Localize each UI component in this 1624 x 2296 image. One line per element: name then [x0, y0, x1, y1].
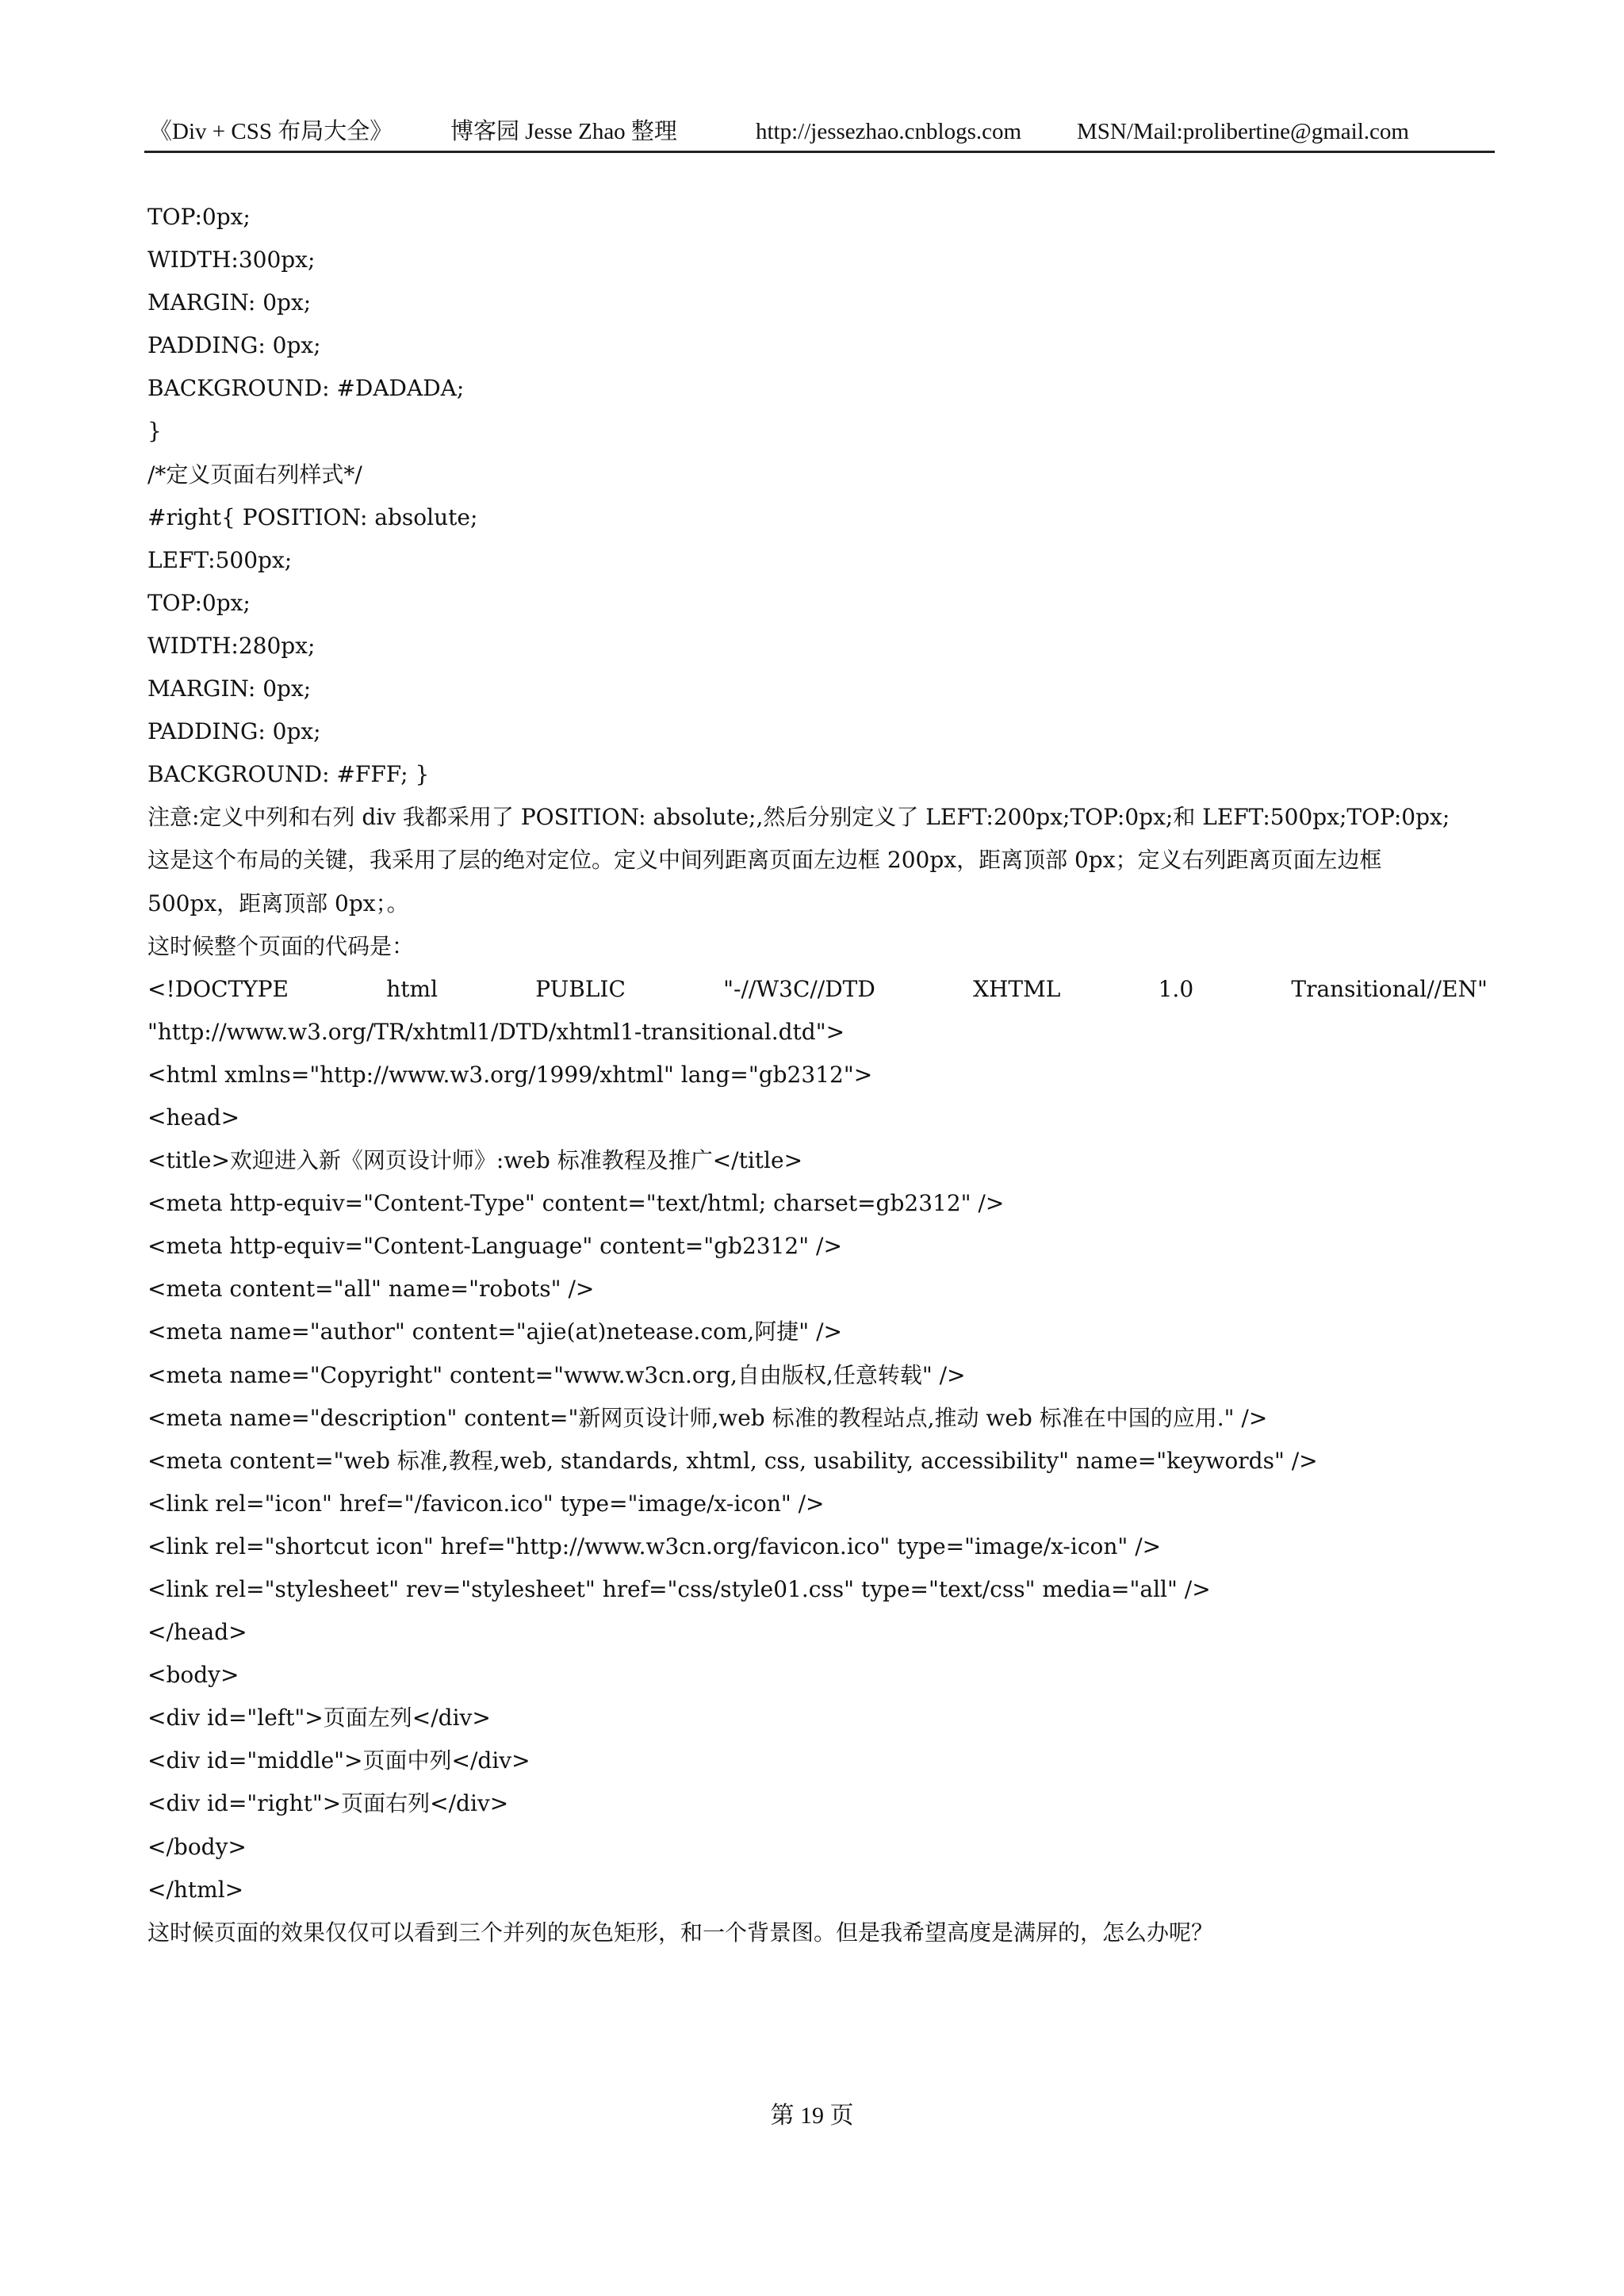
text-line: <link rel="stylesheet" rev="stylesheet" href="css/style01.css" type="text/css" media="all" /> — [147, 1576, 1211, 1602]
text-line: <div id="middle">页面中列</div> — [147, 1747, 530, 1774]
text-line: <div id="right">页面右列</div> — [147, 1790, 509, 1817]
text-line: WIDTH:280px; — [147, 632, 316, 659]
text-line: #right{ POSITION: absolute; — [147, 503, 478, 530]
text-line: <meta content="all" name="robots" /> — [147, 1276, 595, 1303]
text-line: 这是这个布局的关键，我采用了层的绝对定位。定义中间列距离页面左边框 200px，距离顶部 0px；定义右列距离页面左边框 — [147, 847, 1382, 874]
text-line: <body> — [147, 1662, 239, 1689]
text-line: 500px，距离顶部 0px；。 — [147, 890, 409, 916]
text-line: <meta content="web 标准,教程,web, standards, xhtml, css, usability, accessibility" name="keywords" /> — [147, 1447, 1318, 1474]
text-line: <meta name="author" content="ajie(at)netease.com,阿捷" /> — [147, 1318, 842, 1345]
text-line: 这时候整个页面的代码是： — [147, 932, 415, 959]
text-line: 这时候页面的效果仅仅可以看到三个并列的灰色矩形，和一个背景图。但是我希望高度是满屏的，怎么办呢？ — [147, 1919, 1214, 1946]
text-line: 注意:定义中列和右列 div 我都采用了 POSITION: absolute;,然后分别定义了 LEFT:200px;TOP:0px;和 LEFT:500px;TOP:0px; — [147, 804, 1450, 831]
document-body — [147, 196, 1488, 1954]
text-line: <div id="left">页面左列</div> — [147, 1705, 491, 1732]
text-line: PADDING: 0px; — [147, 718, 321, 745]
doctype-word: 1.0 — [1158, 975, 1194, 1002]
text-line: TOP:0px; — [147, 589, 251, 616]
text-line: <link rel="icon" href="/favicon.ico" type="image/x-icon" /> — [147, 1490, 825, 1517]
text-line: <meta name="Copyright" content="www.w3cn.org,自由版权,任意转载" /> — [147, 1361, 966, 1388]
text-line: </body> — [147, 1833, 247, 1860]
page-header — [149, 113, 1489, 151]
header-title: 《Div + CSS 布局大全》 — [149, 119, 393, 144]
text-line: </html> — [147, 1876, 244, 1903]
header-rule — [144, 151, 1495, 153]
text-line: </head> — [147, 1619, 247, 1646]
page-number: 第 19 页 — [770, 2103, 854, 2129]
text-line: <head> — [147, 1104, 240, 1131]
text-line: <title>欢迎进入新《网页设计师》:web 标准教程及推广</title> — [147, 1147, 803, 1174]
text-line: MARGIN: 0px; — [147, 675, 312, 702]
text-line: BACKGROUND: #FFF; } — [147, 761, 430, 788]
doctype-word: html — [386, 975, 439, 1002]
doctype-word: Transitional//EN" — [1291, 975, 1488, 1002]
doctype-word: <!DOCTYPE — [147, 975, 289, 1002]
header-url: http://jessezhao.cnblogs.com — [756, 119, 1022, 144]
text-line: PADDING: 0px; — [147, 332, 321, 359]
header-contact: MSN/Mail:prolibertine@gmail.com — [1077, 119, 1409, 144]
text-line: <html xmlns="http://www.w3.org/1999/xhtml" lang="gb2312"> — [147, 1061, 873, 1088]
text-line: <meta http-equiv="Content-Language" content="gb2312" /> — [147, 1233, 842, 1260]
text-line: "http://www.w3.org/TR/xhtml1/DTD/xhtml1-transitional.dtd"> — [147, 1018, 845, 1045]
text-line: } — [147, 418, 162, 445]
text-line: TOP:0px; — [147, 204, 251, 230]
doctype-word: PUBLIC — [535, 975, 626, 1002]
doctype-word: "-//W3C//DTD — [723, 975, 875, 1002]
doctype-line — [147, 968, 1488, 1011]
text-line: <meta name="description" content="新网页设计师,web 标准的教程站点,推动 web 标准在中国的应用." /> — [147, 1404, 1268, 1431]
doctype-word: XHTML — [973, 975, 1061, 1002]
text-line: <meta http-equiv="Content-Type" content="text/html; charset=gb2312" /> — [147, 1190, 1005, 1217]
text-line: <link rel="shortcut icon" href="http://www.w3cn.org/favicon.ico" type="image/x-icon" /> — [147, 1533, 1162, 1559]
text-line: BACKGROUND: #DADADA; — [147, 375, 465, 402]
header-author: 博客园 Jesse Zhao 整理 — [450, 119, 677, 144]
text-line: MARGIN: 0px; — [147, 289, 312, 316]
text-line: WIDTH:300px; — [147, 247, 316, 274]
text-line: /*定义页面右列样式*/ — [147, 461, 362, 488]
text-line: LEFT:500px; — [147, 546, 293, 573]
